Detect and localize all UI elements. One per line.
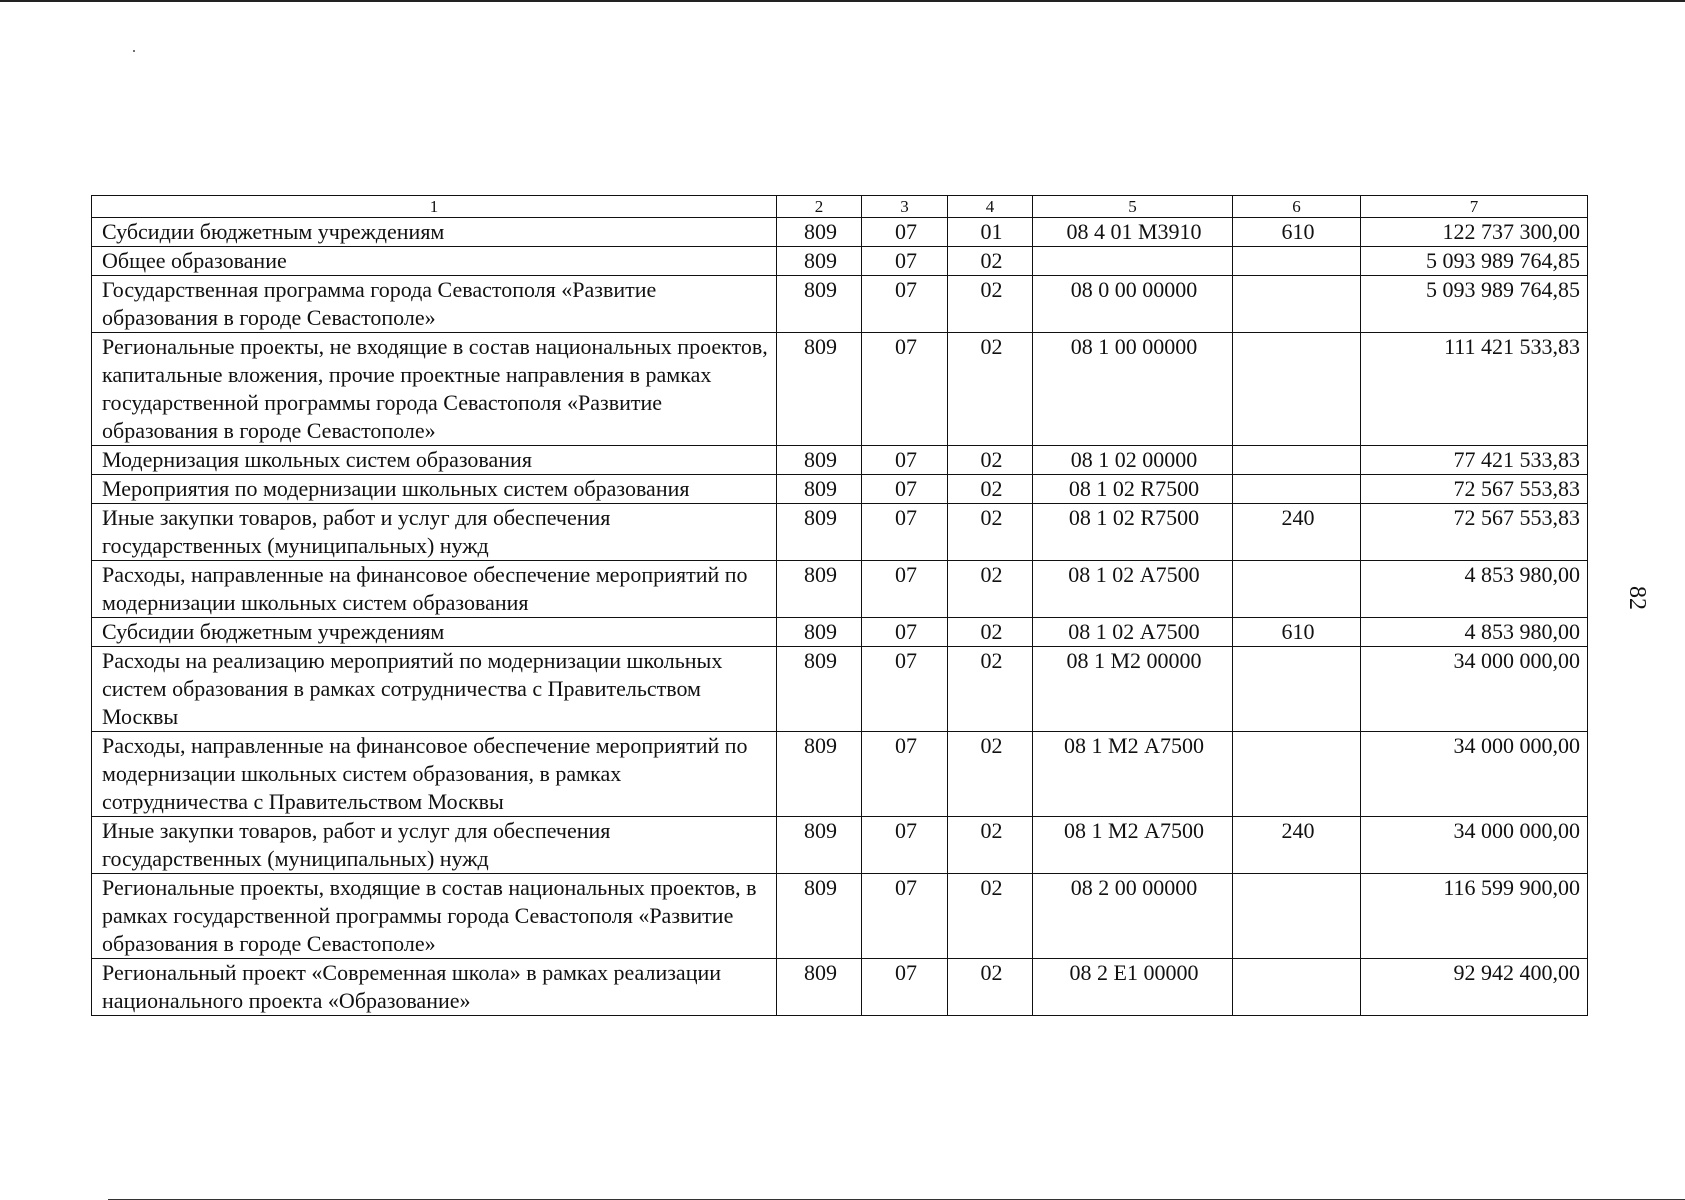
row-name: Субсидии бюджетным учреждениям — [92, 618, 777, 647]
row-target-article: 08 1 02 R7500 — [1033, 475, 1233, 504]
row-name: Иные закупки товаров, работ и услуг для обеспечения государственных (муниципальных) нужд — [92, 817, 777, 874]
row-amount: 5 093 989 764,85 — [1361, 247, 1588, 276]
row-target-article: 08 1 00 00000 — [1033, 333, 1233, 446]
table-row — [92, 276, 1588, 333]
table-row — [92, 333, 1588, 446]
row-expense-type: 240 — [1233, 504, 1361, 561]
row-name: Иные закупки товаров, работ и услуг для обеспечения государственных (муниципальных) нужд — [92, 504, 777, 561]
row-section: 07 — [862, 817, 948, 874]
row-admin-code: 809 — [777, 218, 862, 247]
row-amount: 34 000 000,00 — [1361, 732, 1588, 817]
row-target-article: 08 1 02 00000 — [1033, 446, 1233, 475]
row-expense-type — [1233, 446, 1361, 475]
row-expense-type — [1233, 874, 1361, 959]
row-amount: 72 567 553,83 — [1361, 504, 1588, 561]
col-header-3: 3 — [862, 196, 948, 218]
row-expense-type — [1233, 333, 1361, 446]
row-expense-type — [1233, 276, 1361, 333]
row-section: 07 — [862, 446, 948, 475]
top-rule — [0, 0, 1685, 2]
row-target-article — [1033, 247, 1233, 276]
row-admin-code: 809 — [777, 959, 862, 1016]
row-expense-type — [1233, 247, 1361, 276]
row-amount: 77 421 533,83 — [1361, 446, 1588, 475]
row-target-article: 08 1 М2 А7500 — [1033, 732, 1233, 817]
row-amount: 4 853 980,00 — [1361, 561, 1588, 618]
col-header-4: 4 — [948, 196, 1033, 218]
row-name: Региональные проекты, не входящие в состав национальных проектов, капитальные вложения, прочие проектные направления в рамках государственной программы города Севастополя «Развитие образования в городе Севастополе» — [92, 333, 777, 446]
row-admin-code: 809 — [777, 475, 862, 504]
row-subsection: 02 — [948, 874, 1033, 959]
row-expense-type — [1233, 475, 1361, 504]
row-subsection: 01 — [948, 218, 1033, 247]
table-row — [92, 647, 1588, 732]
row-subsection: 02 — [948, 446, 1033, 475]
row-name: Субсидии бюджетным учреждениям — [92, 218, 777, 247]
row-name: Расходы, направленные на финансовое обеспечение мероприятий по модернизации школьных систем образования, в рамках сотрудничества с Правительством Москвы — [92, 732, 777, 817]
row-name: Модернизация школьных систем образования — [92, 446, 777, 475]
row-name: Региональные проекты, входящие в состав национальных проектов, в рамках государственной программы города Севастополя «Развитие образования в городе Севастополе» — [92, 874, 777, 959]
row-section: 07 — [862, 618, 948, 647]
row-expense-type: 610 — [1233, 618, 1361, 647]
row-subsection: 02 — [948, 732, 1033, 817]
row-amount: 116 599 900,00 — [1361, 874, 1588, 959]
row-target-article: 08 1 М2 А7500 — [1033, 817, 1233, 874]
row-section: 07 — [862, 874, 948, 959]
row-name: Мероприятия по модернизации школьных систем образования — [92, 475, 777, 504]
row-admin-code: 809 — [777, 817, 862, 874]
col-header-6: 6 — [1233, 196, 1361, 218]
row-target-article: 08 1 02 R7500 — [1033, 504, 1233, 561]
row-target-article: 08 2 Е1 00000 — [1033, 959, 1233, 1016]
table-row — [92, 504, 1588, 561]
row-expense-type — [1233, 561, 1361, 618]
row-section: 07 — [862, 247, 948, 276]
row-section: 07 — [862, 504, 948, 561]
row-section: 07 — [862, 475, 948, 504]
row-subsection: 02 — [948, 276, 1033, 333]
row-admin-code: 809 — [777, 276, 862, 333]
table-row — [92, 561, 1588, 618]
row-name: Общее образование — [92, 247, 777, 276]
row-section: 07 — [862, 276, 948, 333]
row-amount: 34 000 000,00 — [1361, 647, 1588, 732]
row-subsection: 02 — [948, 333, 1033, 446]
header-row — [92, 196, 1588, 218]
row-name: Региональный проект «Современная школа» в рамках реализации национального проекта «Образование» — [92, 959, 777, 1016]
row-admin-code: 809 — [777, 504, 862, 561]
table-row — [92, 817, 1588, 874]
row-name: Государственная программа города Севастополя «Развитие образования в городе Севастополе» — [92, 276, 777, 333]
row-admin-code: 809 — [777, 247, 862, 276]
row-admin-code: 809 — [777, 333, 862, 446]
row-amount: 5 093 989 764,85 — [1361, 276, 1588, 333]
row-admin-code: 809 — [777, 874, 862, 959]
row-target-article: 08 1 М2 00000 — [1033, 647, 1233, 732]
row-section: 07 — [862, 732, 948, 817]
table-row — [92, 959, 1588, 1016]
row-section: 07 — [862, 333, 948, 446]
table-row — [92, 446, 1588, 475]
row-target-article: 08 4 01 М3910 — [1033, 218, 1233, 247]
row-subsection: 02 — [948, 959, 1033, 1016]
row-amount: 4 853 980,00 — [1361, 618, 1588, 647]
row-admin-code: 809 — [777, 732, 862, 817]
row-amount: 111 421 533,83 — [1361, 333, 1588, 446]
row-admin-code: 809 — [777, 647, 862, 732]
row-section: 07 — [862, 218, 948, 247]
row-section: 07 — [862, 561, 948, 618]
row-subsection: 02 — [948, 475, 1033, 504]
table-row — [92, 247, 1588, 276]
col-header-7: 7 — [1361, 196, 1588, 218]
row-admin-code: 809 — [777, 446, 862, 475]
row-target-article: 08 0 00 00000 — [1033, 276, 1233, 333]
scan-speck — [133, 50, 135, 52]
page-number: 82 — [1624, 586, 1650, 610]
col-header-2: 2 — [777, 196, 862, 218]
table-row — [92, 732, 1588, 817]
col-header-5: 5 — [1033, 196, 1233, 218]
row-amount: 72 567 553,83 — [1361, 475, 1588, 504]
row-admin-code: 809 — [777, 618, 862, 647]
table-row — [92, 874, 1588, 959]
row-subsection: 02 — [948, 618, 1033, 647]
table-row — [92, 618, 1588, 647]
row-expense-type: 240 — [1233, 817, 1361, 874]
row-target-article: 08 1 02 А7500 — [1033, 561, 1233, 618]
row-amount: 92 942 400,00 — [1361, 959, 1588, 1016]
row-admin-code: 809 — [777, 561, 862, 618]
row-section: 07 — [862, 647, 948, 732]
row-expense-type: 610 — [1233, 218, 1361, 247]
row-subsection: 02 — [948, 504, 1033, 561]
table-row — [92, 218, 1588, 247]
table-row — [92, 475, 1588, 504]
col-header-1: 1 — [92, 196, 777, 218]
row-name: Расходы, направленные на финансовое обеспечение мероприятий по модернизации школьных систем образования — [92, 561, 777, 618]
row-target-article: 08 1 02 А7500 — [1033, 618, 1233, 647]
row-subsection: 02 — [948, 817, 1033, 874]
row-expense-type — [1233, 959, 1361, 1016]
budget-table — [91, 195, 1588, 1016]
row-amount: 34 000 000,00 — [1361, 817, 1588, 874]
row-expense-type — [1233, 732, 1361, 817]
row-target-article: 08 2 00 00000 — [1033, 874, 1233, 959]
row-expense-type — [1233, 647, 1361, 732]
row-amount: 122 737 300,00 — [1361, 218, 1588, 247]
row-subsection: 02 — [948, 247, 1033, 276]
row-section: 07 — [862, 959, 948, 1016]
row-subsection: 02 — [948, 561, 1033, 618]
row-subsection: 02 — [948, 647, 1033, 732]
row-name: Расходы на реализацию мероприятий по модернизации школьных систем образования в рамках сотрудничества с Правительством Москвы — [92, 647, 777, 732]
